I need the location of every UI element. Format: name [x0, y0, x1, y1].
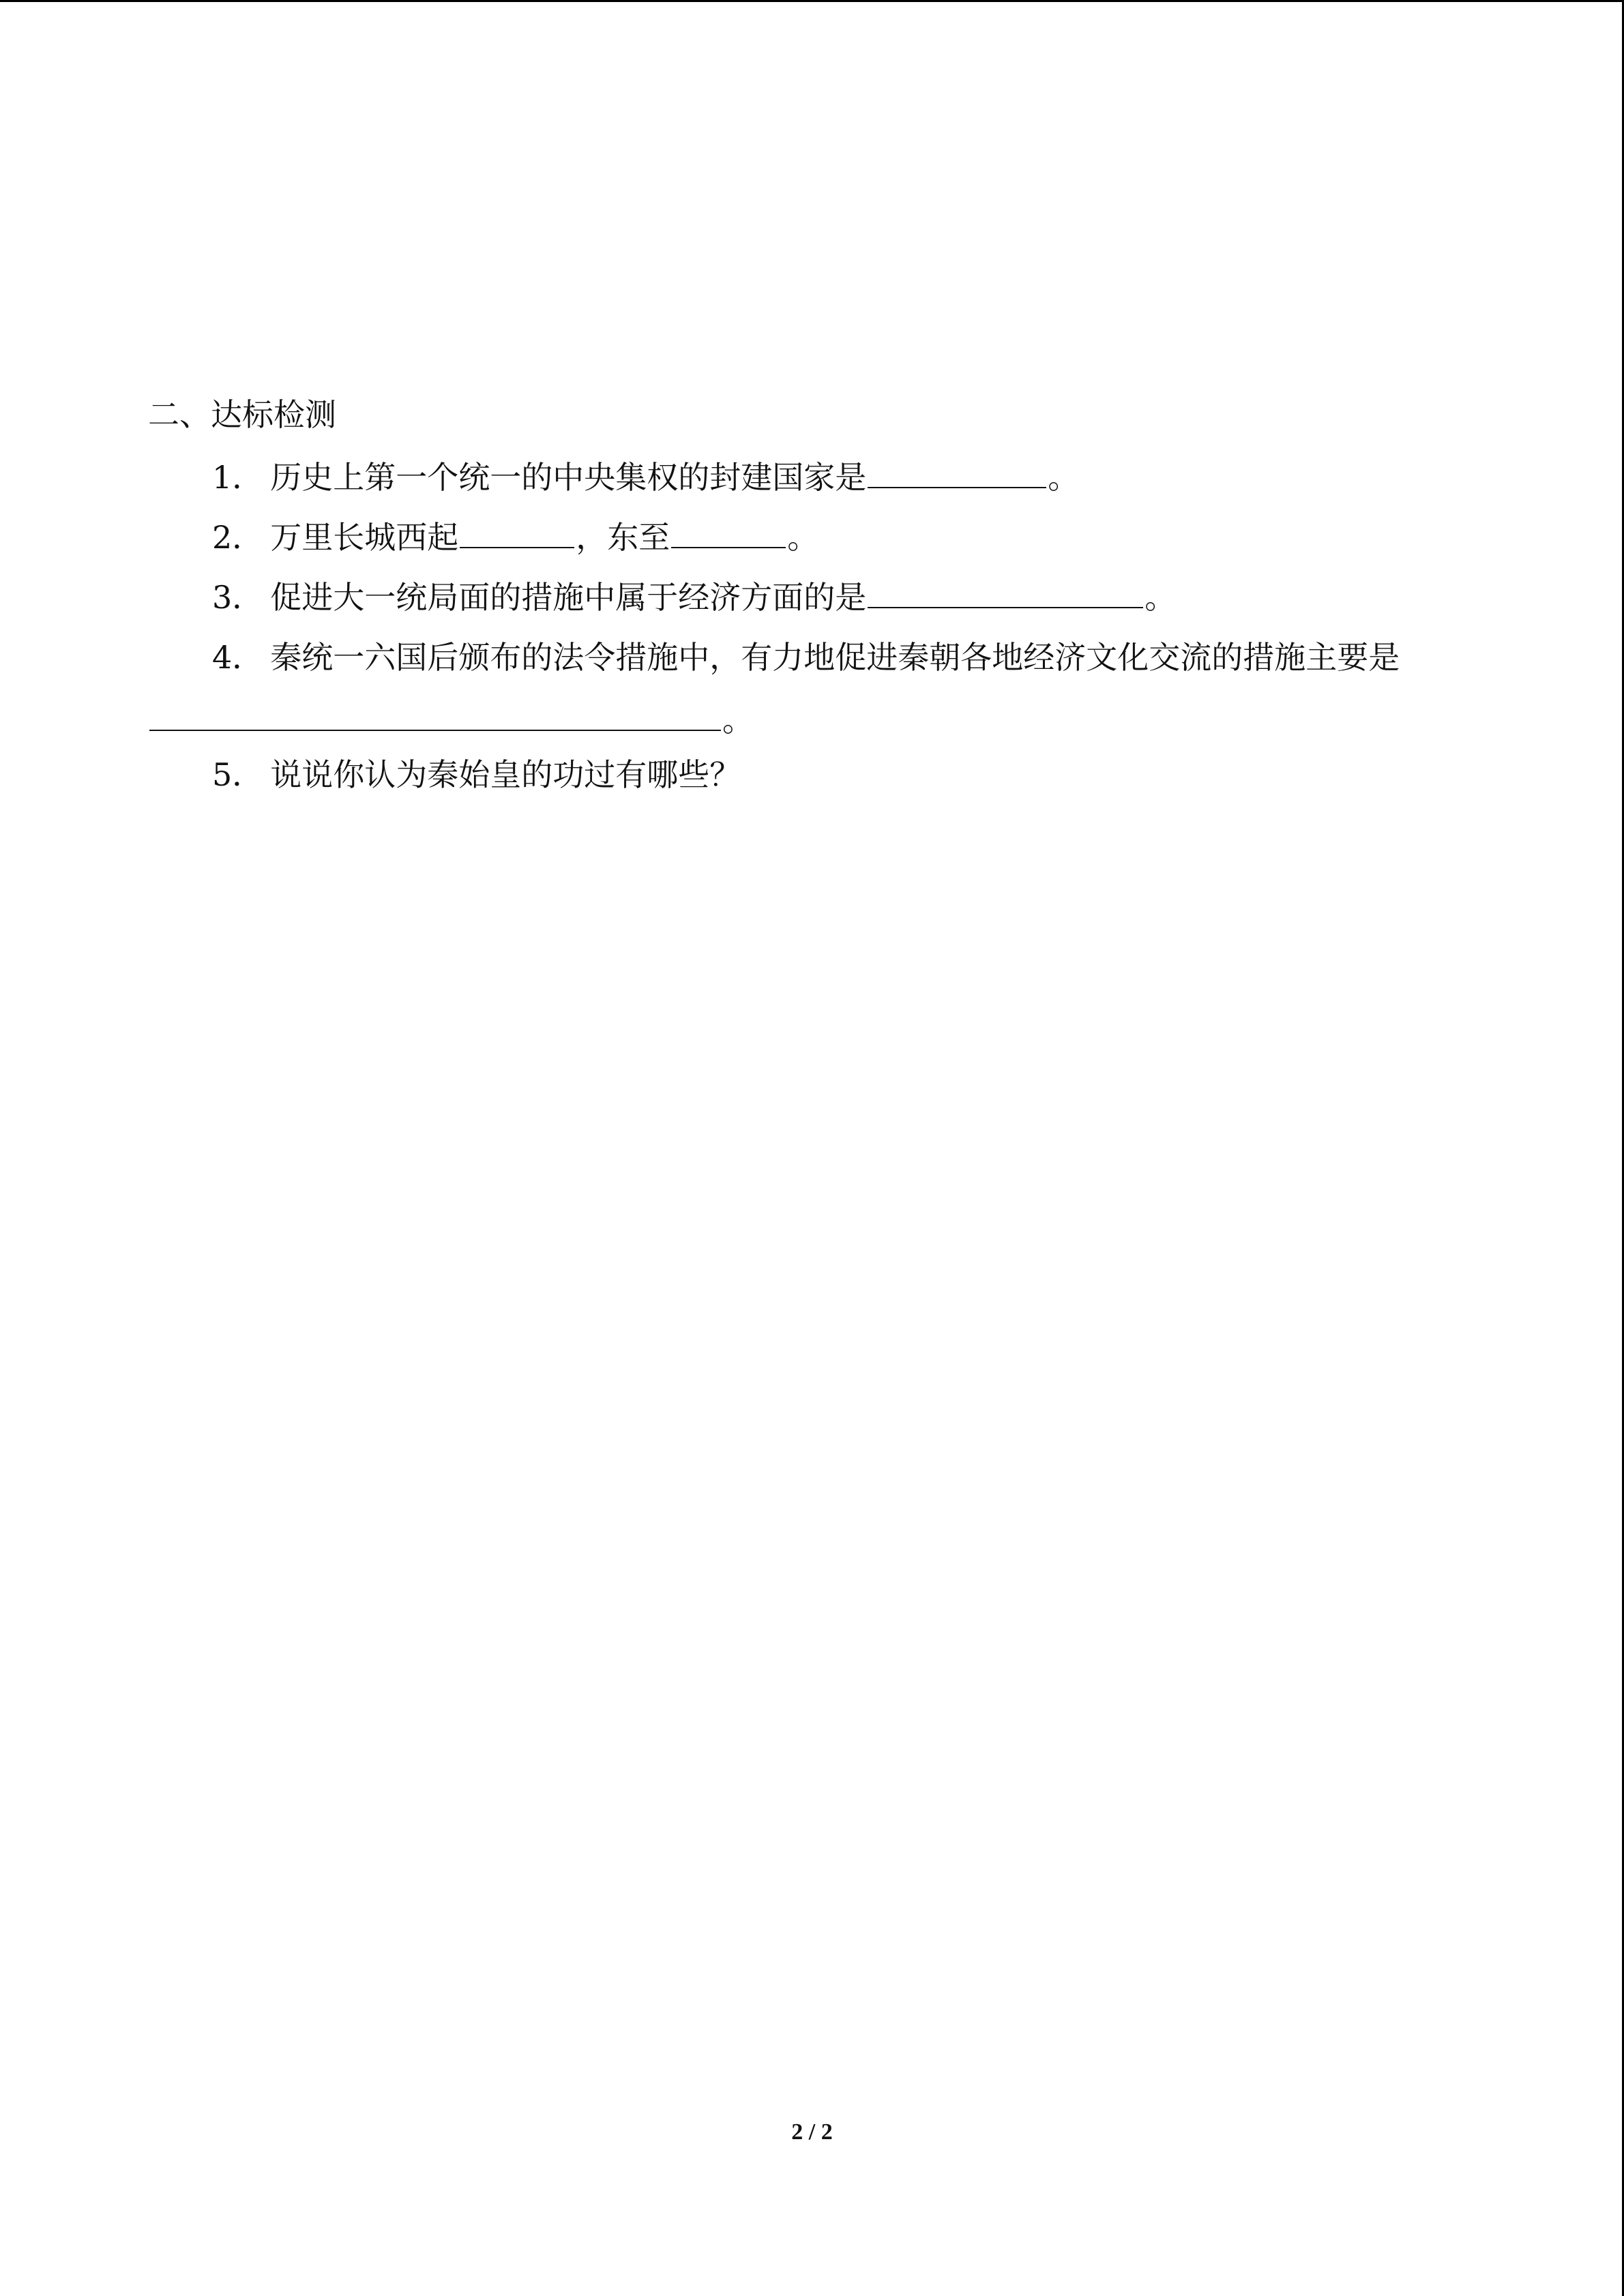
question-text: 万里长城西起: [270, 519, 459, 556]
question-number: 5．: [212, 756, 264, 793]
answer-blank-west[interactable]: [460, 516, 574, 548]
question-number: 3．: [212, 579, 264, 616]
answer-blank-east[interactable]: [671, 516, 786, 548]
question-4: [212, 633, 1400, 682]
question-text: 秦统一六国后颁布的法令措施中，有力地促进秦朝各地经济文化交流的措施主要是: [270, 639, 1400, 676]
section-heading: 二、达标检测: [148, 396, 336, 433]
page-number: 2 / 2: [791, 2119, 833, 2145]
question-punctuation: 。: [1145, 579, 1177, 616]
question-3: [212, 573, 1176, 622]
answer-blank[interactable]: [149, 698, 721, 731]
question-punctuation: 。: [787, 519, 819, 556]
question-4-continuation: [148, 696, 754, 745]
page-border-top: [0, 0, 1624, 2]
question-punctuation: 。: [1048, 459, 1080, 496]
question-2: [212, 513, 818, 562]
question-text-middle: ，东至: [576, 519, 670, 556]
question-punctuation: 。: [722, 702, 754, 739]
question-number: 2．: [212, 519, 264, 556]
question-5: [212, 750, 741, 799]
answer-blank[interactable]: [868, 576, 1143, 608]
question-text: 说说你认为秦始皇的功过有哪些？: [270, 756, 741, 793]
question-number: 4．: [212, 639, 264, 676]
question-1: [212, 453, 1079, 502]
question-text: 促进大一统局面的措施中属于经济方面的是: [270, 579, 867, 616]
answer-blank[interactable]: [868, 456, 1046, 488]
question-number: 1．: [212, 459, 264, 496]
question-text: 历史上第一个统一的中央集权的封建国家是: [270, 459, 867, 496]
